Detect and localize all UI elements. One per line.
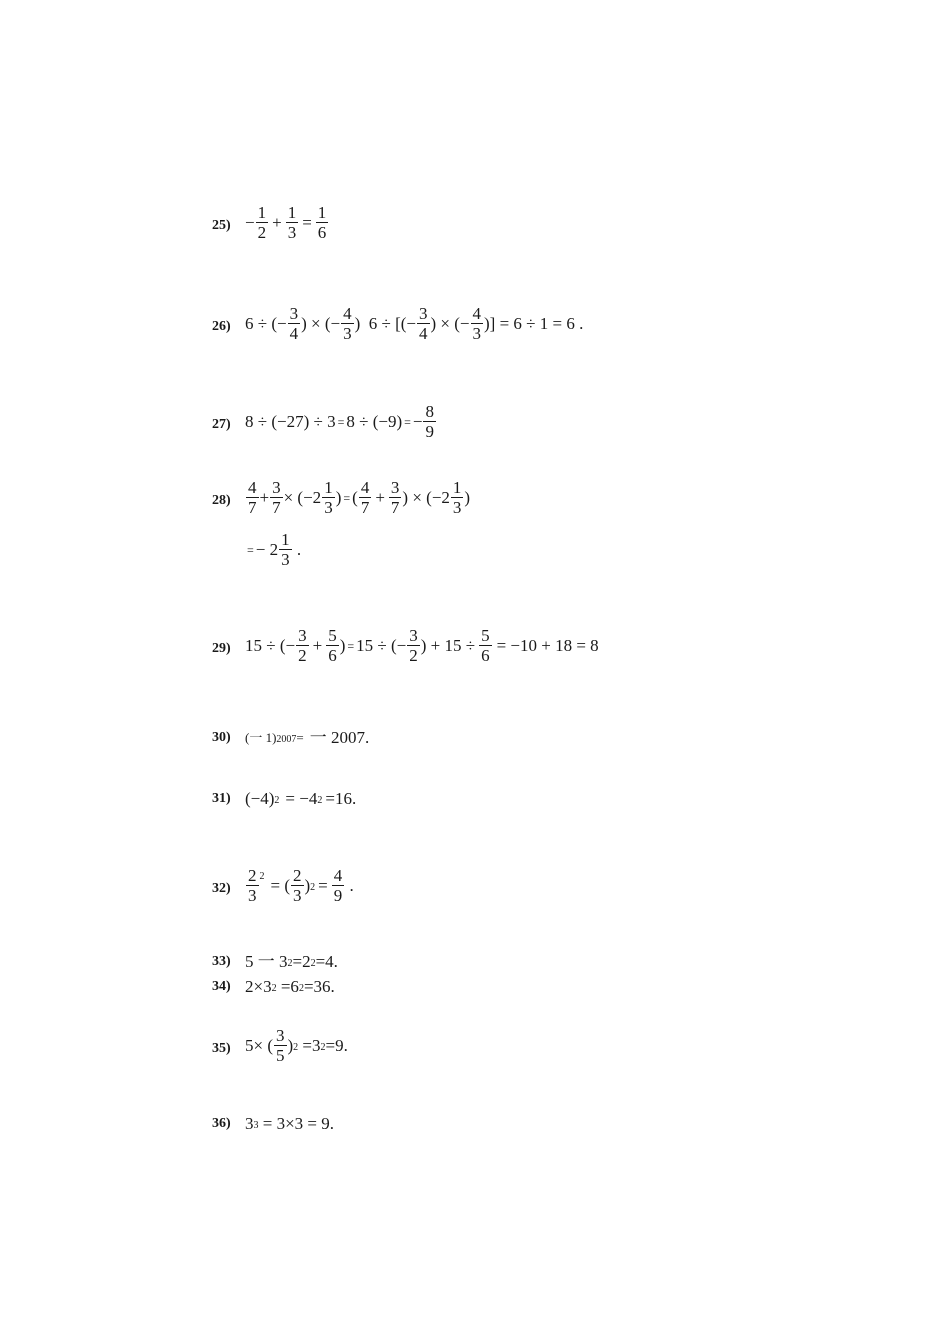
expr-text: = bbox=[343, 490, 351, 505]
expr-text: ( bbox=[352, 488, 358, 507]
expr-text: ) bbox=[304, 876, 311, 895]
expr-text: 2×3 bbox=[245, 977, 272, 996]
numerator: 2 bbox=[293, 866, 302, 885]
expr-text: 2 bbox=[293, 1041, 299, 1053]
problem-expression bbox=[245, 729, 369, 746]
expr-text: ) × (−2 bbox=[402, 488, 450, 507]
expr-text: 5 一 3 bbox=[245, 952, 288, 971]
problem-number: 30) bbox=[212, 730, 231, 745]
numerator: 1 bbox=[452, 478, 462, 497]
expr-text: = 3×3 = 9. bbox=[258, 1114, 335, 1133]
fraction bbox=[246, 866, 259, 905]
expr-text: − 2 bbox=[255, 540, 279, 559]
fraction bbox=[451, 478, 464, 517]
denominator: 3 bbox=[343, 324, 352, 343]
problem-number: 27) bbox=[212, 417, 231, 432]
expr-text: 2 bbox=[259, 870, 265, 882]
expr-text: 2007 bbox=[276, 733, 297, 745]
numerator: 4 bbox=[333, 866, 343, 885]
problem-number: 26) bbox=[212, 319, 231, 334]
problem-number: 29) bbox=[212, 641, 231, 656]
expr-text: = −10 + 18 = 8 bbox=[496, 636, 599, 655]
expr-text: 2 bbox=[287, 957, 293, 969]
problem-expression-continued bbox=[245, 530, 301, 569]
expr-text: + bbox=[272, 213, 282, 232]
expr-text: ) bbox=[335, 488, 342, 507]
fraction bbox=[322, 478, 335, 517]
expr-text: ) bbox=[287, 1036, 294, 1055]
fraction bbox=[479, 626, 492, 665]
expr-text: − bbox=[412, 412, 423, 431]
expr-text: ) × (− bbox=[430, 314, 470, 333]
fraction bbox=[471, 304, 484, 343]
denominator: 3 bbox=[281, 550, 290, 569]
denominator: 2 bbox=[298, 646, 307, 665]
expr-text: 2 bbox=[274, 794, 280, 806]
expr-text: ) bbox=[464, 488, 471, 507]
fraction bbox=[256, 203, 269, 242]
expr-text: =6 bbox=[276, 977, 299, 996]
numerator: 3 bbox=[419, 304, 428, 323]
expr-text: 15 ÷ (− bbox=[245, 636, 296, 655]
expr-text: )] = 6 ÷ 1 = 6 . bbox=[484, 314, 584, 333]
numerator: 3 bbox=[272, 478, 281, 497]
fraction bbox=[326, 626, 339, 665]
denominator: 3 bbox=[452, 498, 462, 517]
fraction bbox=[316, 203, 329, 242]
numerator: 3 bbox=[298, 626, 307, 645]
expr-text: ) × (− bbox=[301, 314, 341, 333]
denominator: 3 bbox=[293, 886, 302, 905]
fraction bbox=[270, 478, 283, 517]
denominator: 3 bbox=[287, 223, 297, 242]
fraction bbox=[296, 626, 309, 665]
expr-text: = bbox=[318, 876, 328, 895]
expr-text: =9. bbox=[325, 1036, 348, 1055]
denominator: 6 bbox=[481, 646, 490, 665]
numerator: 3 bbox=[276, 1026, 285, 1045]
problem-number: 33) bbox=[212, 954, 231, 969]
fraction bbox=[288, 304, 301, 343]
fraction bbox=[359, 478, 372, 517]
expr-text: . bbox=[292, 540, 302, 559]
expr-text: ) bbox=[339, 636, 346, 655]
expr-text: 2 bbox=[298, 982, 304, 994]
expr-text: =3 bbox=[298, 1036, 321, 1055]
numerator: 4 bbox=[248, 478, 257, 497]
denominator: 6 bbox=[317, 223, 327, 242]
denominator: 7 bbox=[360, 498, 370, 517]
expr-text: = bbox=[247, 542, 254, 557]
problem-expression bbox=[245, 402, 437, 441]
expr-text: 8 ÷ (−9) bbox=[346, 412, 403, 431]
numerator: 8 bbox=[425, 402, 434, 421]
expr-text: = bbox=[302, 213, 312, 232]
expr-text: ) 6 ÷ [(− bbox=[354, 314, 416, 333]
expr-text: = −4 bbox=[285, 789, 318, 808]
denominator: 3 bbox=[324, 498, 333, 517]
problem-number: 25) bbox=[212, 218, 231, 233]
numerator: 5 bbox=[328, 626, 337, 645]
expr-text: + bbox=[312, 636, 323, 655]
expr-text: (一 1) bbox=[245, 730, 277, 745]
problem-number: 36) bbox=[212, 1116, 231, 1131]
numerator: 1 bbox=[324, 478, 333, 497]
fraction bbox=[332, 866, 345, 905]
expr-text: =16. bbox=[325, 789, 357, 808]
expr-text: =4. bbox=[315, 952, 338, 971]
denominator: 9 bbox=[333, 886, 343, 905]
fraction bbox=[389, 478, 402, 517]
numerator: 1 bbox=[257, 203, 267, 222]
numerator: 3 bbox=[390, 478, 400, 497]
fraction bbox=[341, 304, 354, 343]
expr-text: =2 bbox=[292, 952, 311, 971]
denominator: 4 bbox=[419, 324, 428, 343]
numerator: 3 bbox=[289, 304, 299, 323]
expr-text: = bbox=[347, 638, 355, 653]
denominator: 7 bbox=[390, 498, 400, 517]
numerator: 1 bbox=[317, 203, 327, 222]
problem-expression bbox=[245, 1026, 348, 1065]
problem-expression bbox=[245, 978, 335, 995]
expr-text: (−4) bbox=[245, 789, 275, 808]
numerator: 4 bbox=[343, 304, 352, 323]
problem-expression bbox=[245, 953, 338, 970]
denominator: 2 bbox=[257, 223, 267, 242]
expr-text: 2 bbox=[320, 1041, 326, 1053]
expr-text: = bbox=[404, 414, 411, 429]
expr-text: 2 bbox=[310, 957, 316, 969]
problem-number: 31) bbox=[212, 791, 231, 806]
fraction bbox=[279, 530, 292, 569]
denominator: 7 bbox=[248, 498, 257, 517]
expr-text: . bbox=[345, 876, 354, 895]
expr-text: 15 ÷ (− bbox=[356, 636, 407, 655]
fraction bbox=[423, 402, 436, 441]
numerator: 4 bbox=[360, 478, 370, 497]
denominator: 3 bbox=[248, 886, 257, 905]
expr-text: + bbox=[259, 488, 270, 507]
problem-expression bbox=[245, 866, 354, 905]
problem-number: 34) bbox=[212, 979, 231, 994]
expr-text: =36. bbox=[303, 977, 335, 996]
denominator: 6 bbox=[328, 646, 337, 665]
expr-text: − bbox=[245, 213, 255, 232]
problem-expression bbox=[245, 203, 329, 242]
fraction bbox=[407, 626, 420, 665]
problem-expression bbox=[245, 304, 583, 343]
expr-text: ) + 15 ÷ bbox=[420, 636, 476, 655]
expr-text: 3 bbox=[245, 1114, 254, 1133]
expr-text: + bbox=[375, 488, 385, 507]
problem-number: 28) bbox=[212, 493, 231, 508]
numerator: 1 bbox=[281, 530, 290, 549]
expr-text: = bbox=[296, 730, 304, 745]
numerator: 4 bbox=[472, 304, 481, 323]
fraction bbox=[291, 866, 304, 905]
expr-text: 5× ( bbox=[245, 1036, 273, 1055]
denominator: 4 bbox=[289, 324, 299, 343]
expr-text: 6 ÷ (− bbox=[245, 314, 287, 333]
denominator: 2 bbox=[409, 646, 418, 665]
problem-expression bbox=[245, 790, 356, 807]
expr-text: 8 ÷ (−27) ÷ 3 bbox=[245, 412, 336, 431]
expr-text: 3 bbox=[253, 1119, 259, 1131]
expr-text: × (−2 bbox=[283, 488, 322, 507]
expr-text: 一 2007. bbox=[309, 728, 370, 747]
problem-number: 35) bbox=[212, 1041, 231, 1056]
denominator: 9 bbox=[425, 422, 434, 441]
denominator: 5 bbox=[276, 1046, 285, 1065]
expr-text: 2 bbox=[310, 881, 316, 893]
denominator: 7 bbox=[272, 498, 281, 517]
fraction bbox=[417, 304, 430, 343]
expr-text: = ( bbox=[270, 876, 290, 895]
fraction bbox=[286, 203, 299, 242]
expr-text: 2 bbox=[271, 982, 277, 994]
numerator: 1 bbox=[287, 203, 297, 222]
numerator: 3 bbox=[409, 626, 418, 645]
fraction bbox=[246, 478, 259, 517]
problem-expression bbox=[245, 478, 470, 517]
expr-text: 2 bbox=[317, 794, 323, 806]
denominator: 3 bbox=[472, 324, 481, 343]
problem-expression bbox=[245, 1115, 334, 1132]
problem-expression bbox=[245, 626, 599, 665]
numerator: 5 bbox=[481, 626, 490, 645]
expr-text: = bbox=[337, 414, 345, 429]
problem-number: 32) bbox=[212, 881, 231, 896]
numerator: 2 bbox=[248, 866, 257, 885]
fraction bbox=[274, 1026, 287, 1065]
